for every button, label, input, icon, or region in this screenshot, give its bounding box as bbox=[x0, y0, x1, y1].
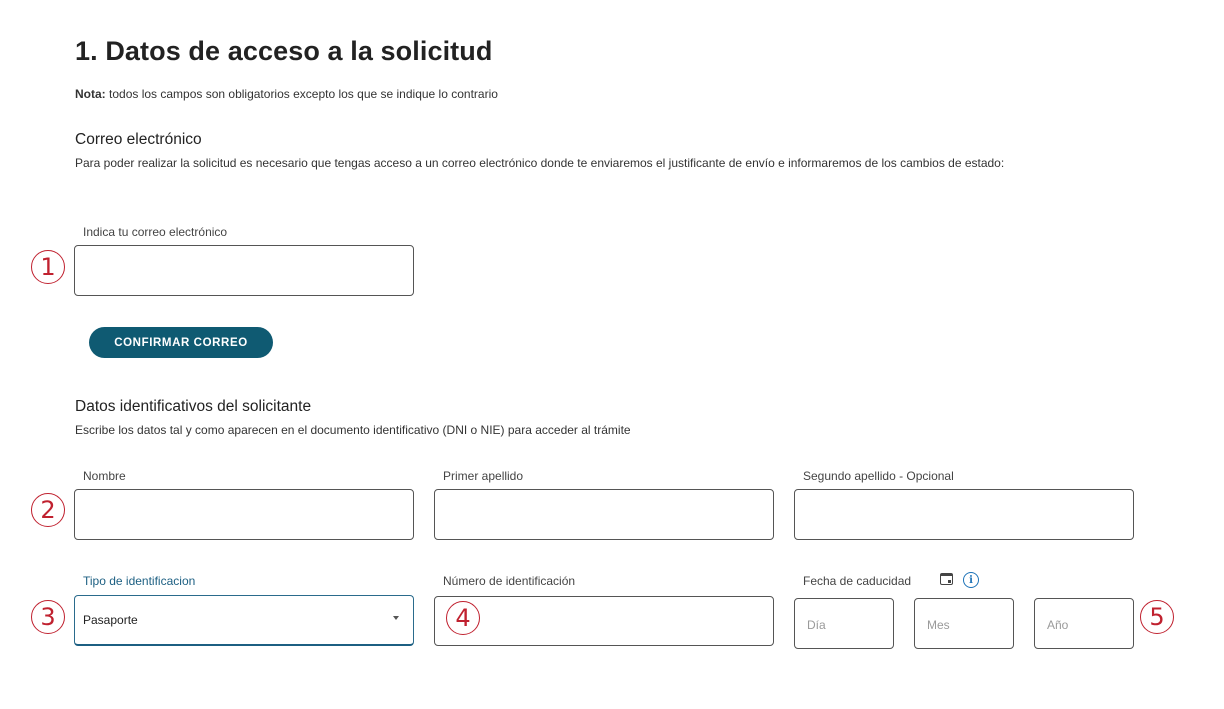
segundo-apellido-label: Segundo apellido - Opcional bbox=[803, 469, 954, 483]
annotation-marker-5: 5 bbox=[1140, 600, 1174, 634]
page-title: 1. Datos de acceso a la solicitud bbox=[75, 36, 493, 66]
info-icon[interactable]: i bbox=[963, 572, 979, 588]
segundo-apellido-input[interactable] bbox=[794, 489, 1134, 540]
annotation-marker-2: 2 bbox=[31, 493, 65, 527]
email-section-description: Para poder realizar la solicitud es necesario que tengas acceso a un correo electrónico donde te enviaremos el justificante de envío e informaremos de los cambios de estado: bbox=[75, 156, 1005, 170]
note-text: todos los campos son obligatorios excepto los que se indique lo contrario bbox=[105, 87, 498, 101]
required-fields-note bbox=[75, 87, 498, 101]
mes-input[interactable] bbox=[914, 598, 1014, 649]
dia-placeholder: Día bbox=[807, 618, 826, 632]
annotation-marker-4: 4 bbox=[446, 601, 480, 635]
anio-input[interactable] bbox=[1034, 598, 1134, 649]
calendar-icon[interactable] bbox=[940, 573, 953, 585]
mes-placeholder: Mes bbox=[927, 618, 950, 632]
chevron-down-icon bbox=[393, 616, 399, 620]
annotation-marker-1: 1 bbox=[31, 250, 65, 284]
nombre-input[interactable] bbox=[74, 489, 414, 540]
anio-placeholder: Año bbox=[1047, 618, 1069, 632]
email-field-label: Indica tu correo electrónico bbox=[83, 225, 228, 239]
identity-section-title: Datos identificativos del solicitante bbox=[75, 398, 312, 415]
nombre-label: Nombre bbox=[83, 469, 126, 483]
email-section-title: Correo electrónico bbox=[75, 131, 202, 148]
tipo-identificacion-label: Tipo de identificacion bbox=[83, 574, 196, 588]
confirm-email-button[interactable]: CONFIRMAR CORREO bbox=[89, 327, 273, 358]
numero-identificacion-label: Número de identificación bbox=[443, 574, 576, 588]
annotation-marker-3: 3 bbox=[31, 600, 65, 634]
tipo-identificacion-select[interactable] bbox=[74, 595, 414, 646]
note-label: Nota: bbox=[75, 87, 106, 101]
numero-identificacion-input[interactable] bbox=[434, 596, 774, 646]
email-input[interactable] bbox=[74, 245, 414, 296]
tipo-identificacion-value: Pasaporte bbox=[83, 613, 138, 627]
primer-apellido-input[interactable] bbox=[434, 489, 774, 540]
primer-apellido-label: Primer apellido bbox=[443, 469, 524, 483]
fecha-caducidad-label: Fecha de caducidad bbox=[803, 574, 912, 588]
identity-section-description: Escribe los datos tal y como aparecen en el documento identificativo (DNI o NIE) para acceder al trámite bbox=[75, 423, 631, 437]
dia-input[interactable] bbox=[794, 598, 894, 649]
